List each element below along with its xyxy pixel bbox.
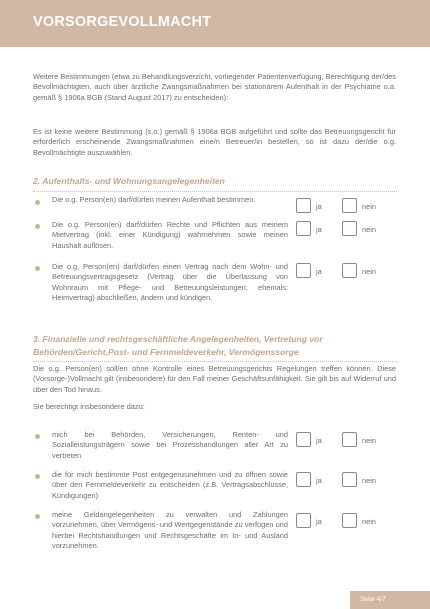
yes-checkbox[interactable] [296,472,311,487]
yes-label: ja [316,202,322,211]
intro-paragraph-1: Weitere Bestimmungen (etwa zu Behandlungsverzicht, vorliegender Patientenverfügung, Berechtigung der/des Bevollmächtigten, auch über ärztliche Zwangsmaßnahmen bei stationärem Aufenthalt in der Psychiatrie o.a. gemäß § 1906a BGB (Stand August 2017) zu entscheiden): [33,72,396,102]
page-number: Seite 4/7 [360,596,386,603]
yes-label: ja [316,436,322,445]
no-label: nein [362,225,376,234]
section-2-heading: 2. Aufenthalts- und Wohnungsangelegenheiten [33,176,225,186]
yes-checkbox[interactable] [296,432,311,447]
item-text: mich bei Behörden, Versicherungen, Renten- und Sozialleistungsträgern sowie bei Prozesshandlungen aller Art zu vertreten [52,430,288,460]
section-3-divider [33,361,397,362]
bullet-icon [35,200,40,205]
yes-checkbox[interactable] [296,263,311,278]
yes-checkbox[interactable] [296,221,311,236]
section-2-divider [33,191,397,192]
bullet-icon [35,224,40,229]
section-3-intro: Die o.g. Person(en) soll/en ohne Kontrolle eines Betreuungsgerichts Regelungen treffen können. Diese (Vorsorge-)Vollmacht gilt (insbesondere) für den Fall meiner Geschäftsunfähigkeit. Sie gilt bis auf Widerruf und über den Tod hinaus. [33,364,396,394]
no-checkbox[interactable] [342,472,357,487]
yes-label: ja [316,476,322,485]
section-3-lead: Sie berechtigt insbesondere dazu: [33,402,145,411]
intro-paragraph-2: Es ist keine weitere Bestimmung (s.o.) gemäß § 1906a BGB aufgeführt und sollte das Betreuungsgericht für erforderlich erscheinende Zwangsmaßnahmen eine/n Betreuer/in bestellen, so ist dazu der/die o.g. Bevollmächtigte auszuwählen. [33,127,396,157]
header-bar [0,0,430,47]
item-text: meine Geldangelegenheiten zu verwalten und Zahlungen vorzunehmen, über Vermögens- und Wertgegenstände zu verfügen und hierbei Rechtshandlungen und Rechtsgeschäfte im In- und Ausland vorzunehmen. [52,510,288,550]
yes-checkbox[interactable] [296,513,311,528]
page-title: VORSORGEVOLLMACHT [33,14,212,30]
no-label: nein [362,436,376,445]
yes-label: ja [316,267,322,276]
yes-label: ja [316,517,322,526]
bullet-icon [35,266,40,271]
yes-label: ja [316,225,322,234]
footer-bar [350,591,430,609]
bullet-icon [35,474,40,479]
no-label: nein [362,202,376,211]
section-3-heading: 3. Finanzielle und rechtsgeschäftliche Angelegenheiten, Vertretung vor Behörden/Gericht,Post- und Fernmeldeverkehr, Vermögenssorge [33,334,323,357]
no-checkbox[interactable] [342,513,357,528]
item-text: Die o.g. Person(en) darf/dürfen Rechte und Pflichten aus meinem Mietvertrag (inkl. einer Kündigung) wahrnehmen sowie meinen Haushalt auflösen. [52,220,288,250]
no-checkbox[interactable] [342,198,357,213]
item-text: Die o.g. Person(en) darf/dürfen meinen Aufenthalt bestimmen. [52,195,256,204]
no-label: nein [362,267,376,276]
yes-checkbox[interactable] [296,198,311,213]
bullet-icon [35,434,40,439]
item-text: Die o.g. Person(en) darf/dürfen einen Vertrag nach dem Wohn- und Betreuungsvertragsgesetz (Vertrag über die Überlassung von Wohnraum mit Pflege- und Betreuungsleistungen; ehemals: Heimvertrag) abschließen, ändern und kündigen. [52,262,288,302]
no-label: nein [362,476,376,485]
bullet-icon [35,514,40,519]
no-checkbox[interactable] [342,221,357,236]
no-label: nein [362,517,376,526]
no-checkbox[interactable] [342,263,357,278]
no-checkbox[interactable] [342,432,357,447]
item-text: die für mich bestimmte Post entgegenzunehmen und zu öffnen sowie über den Fernmeldeverkehr zu entscheiden (z.B. Vertragsabschlüsse, Kündigungen) [52,470,288,500]
